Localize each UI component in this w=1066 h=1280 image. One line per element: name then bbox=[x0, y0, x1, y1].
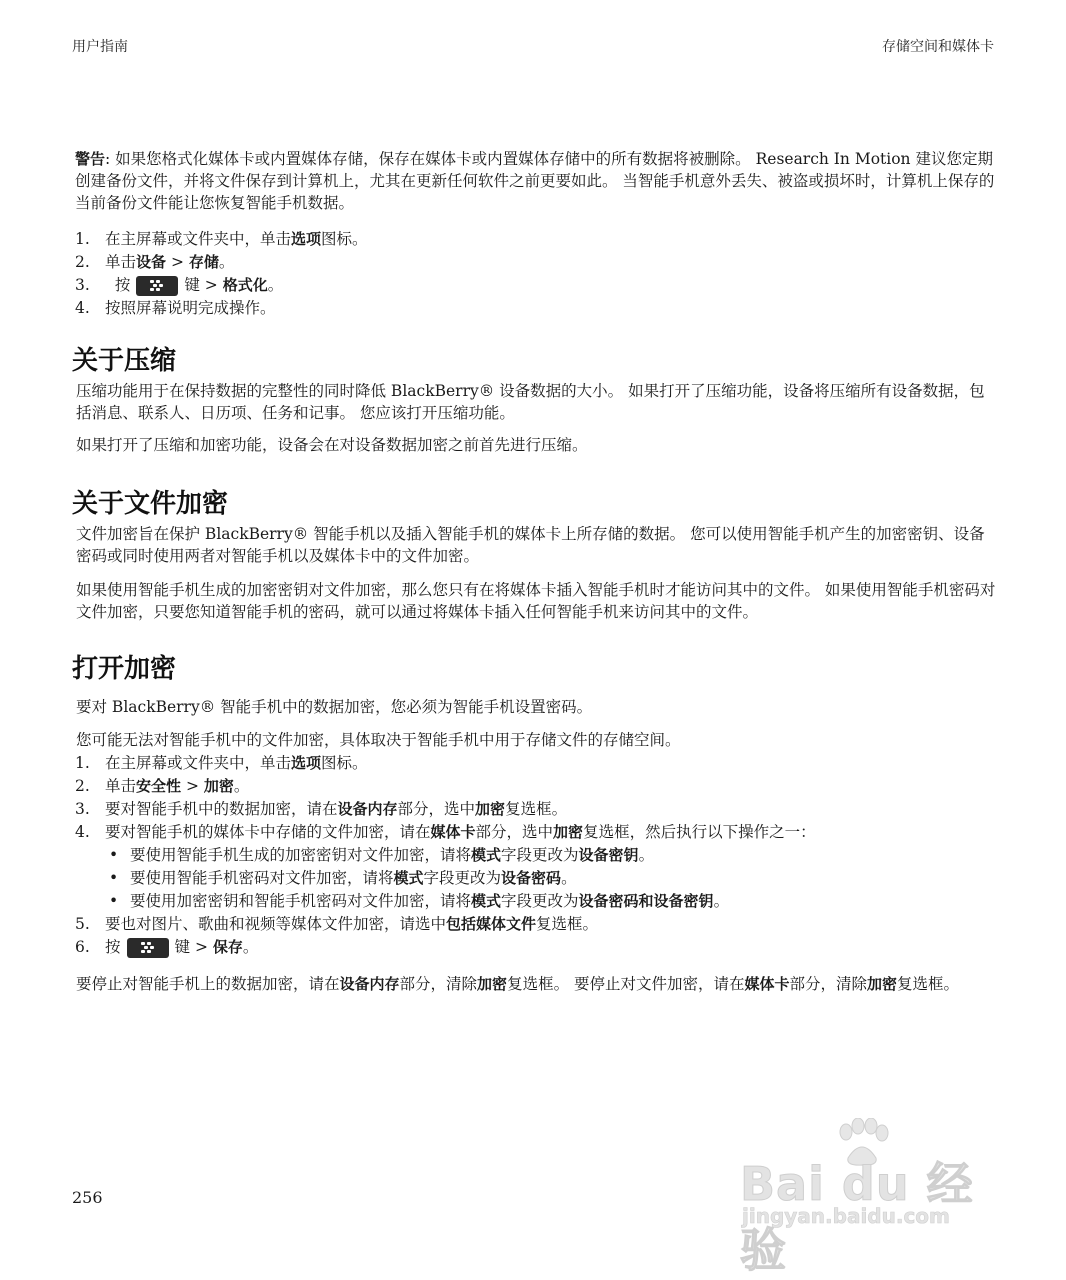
list-item: 3. 要对智能手机中的数据加密，请在设备内存部分，选中加密复选框。 bbox=[75, 800, 568, 818]
encryption-mode-options bbox=[105, 844, 998, 913]
warning-text: : 如果您格式化媒体卡或内置媒体存储，保存在媒体卡或内置媒体存储中的所有数据将被删除。 Research In Motion 建议您定期创建备份文件，并将文件保存到计算机上，尤其在更新任何软件之前更要如此。 当智能手机意外丢失、被盗或损坏时，计算机上保存的当前备份文件能让您恢复智能手机数据。 bbox=[75, 150, 995, 212]
file-encryption-paragraph-2: 如果使用智能手机生成的加密密钥对文件加密，那么您只有在将媒体卡插入智能手机时才能访问其中的文件。 如果使用智能手机密码对文件加密，只要您知道智能手机的密码，就可以通过将媒体卡插入任何智能手机来访问其中的文件。 bbox=[76, 581, 996, 621]
list-item: 2. 单击设备 > 存储。 bbox=[75, 253, 235, 271]
section-title-turn-on-encryption: 打开加密 bbox=[72, 654, 177, 684]
list-item: • 要使用智能手机密码对文件加密，请将模式字段更改为设备密码。 bbox=[105, 867, 998, 890]
file-encryption-paragraph-1: 文件加密旨在保护 BlackBerry® 智能手机以及插入智能手机的媒体卡上所存储的数据。 您可以使用智能手机产生的加密密钥、设备密码或同时使用两者对智能手机以及媒体卡中的文件加密。 bbox=[76, 525, 985, 565]
compression-paragraph-2: 如果打开了压缩和加密功能，设备会在对设备数据加密之前首先进行压缩。 bbox=[76, 436, 588, 454]
watermark-url: jingyan.baidu.com bbox=[742, 1204, 950, 1228]
turn-on-paragraph-1: 要对 BlackBerry® 智能手机中的数据加密，您必须为智能手机设置密码。 bbox=[76, 698, 593, 716]
list-item: 4. 按照屏幕说明完成操作。 bbox=[75, 299, 276, 317]
baidu-watermark bbox=[740, 1118, 1000, 1277]
list-item: 1. 在主屏幕或文件夹中，单击选项图标。 bbox=[75, 230, 368, 248]
turn-on-paragraph-2: 您可能无法对智能手机中的文件加密，具体取决于智能手机中用于存储文件的存储空间。 bbox=[76, 731, 681, 749]
list-item: 1. 在主屏幕或文件夹中，单击选项图标。 bbox=[75, 754, 368, 772]
list-item: • 要使用加密密钥和智能手机密码对文件加密，请将模式字段更改为设备密码和设备密钥。 bbox=[105, 890, 998, 913]
list-item: 3. 按 键 > 格式化。 bbox=[75, 276, 284, 294]
menu-key-icon bbox=[127, 938, 169, 958]
warning-paragraph bbox=[75, 148, 998, 214]
list-item: • 要使用智能手机生成的加密密钥对文件加密，请将模式字段更改为设备密钥。 bbox=[105, 844, 998, 867]
page-number: 256 bbox=[72, 1188, 103, 1207]
format-steps bbox=[72, 228, 998, 320]
warning-label: 警告 bbox=[75, 150, 106, 168]
list-item: 4. 要对智能手机的媒体卡中存储的文件加密，请在媒体卡部分，选中加密复选框，然后执行以下操作之一： • 要使用智能手机生成的加密密钥对文件加密，请将模式字段更改为设备密钥。 • 要使用智能手机密码对文件加密，请将模式字段更改为设备密码。 • 要使用加密密钥和智能手机密码对文件加密，请将模式字段更改为设备密码和设备密钥。 bbox=[72, 821, 998, 913]
list-item: 6. 按 键 > 保存。 bbox=[75, 938, 259, 956]
header-left: 用户指南 bbox=[72, 39, 128, 55]
section-title-compression: 关于压缩 bbox=[72, 346, 177, 376]
stop-encryption-paragraph: 要停止对智能手机上的数据加密，请在设备内存部分，清除加密复选框。 要停止对文件加密，请在媒体卡部分，清除加密复选框。 bbox=[76, 975, 960, 993]
compression-paragraph-1: 压缩功能用于在保持数据的完整性的同时降低 BlackBerry® 设备数据的大小。 如果打开了压缩功能，设备将压缩所有设备数据，包括消息、联系人、日历项、任务和记事。 您应该打开压缩功能。 bbox=[76, 382, 985, 422]
page-content bbox=[72, 148, 998, 995]
menu-key-icon bbox=[136, 276, 178, 296]
header-right: 存储空间和媒体卡 bbox=[882, 39, 994, 55]
section-title-file-encryption: 关于文件加密 bbox=[72, 489, 229, 519]
watermark-brand: Bai du 经验 bbox=[740, 1157, 974, 1277]
list-item: 5. 要也对图片、歌曲和视频等媒体文件加密，请选中包括媒体文件复选框。 bbox=[75, 915, 599, 933]
list-item: 2. 单击安全性 > 加密。 bbox=[75, 777, 250, 795]
encryption-steps bbox=[72, 752, 998, 959]
